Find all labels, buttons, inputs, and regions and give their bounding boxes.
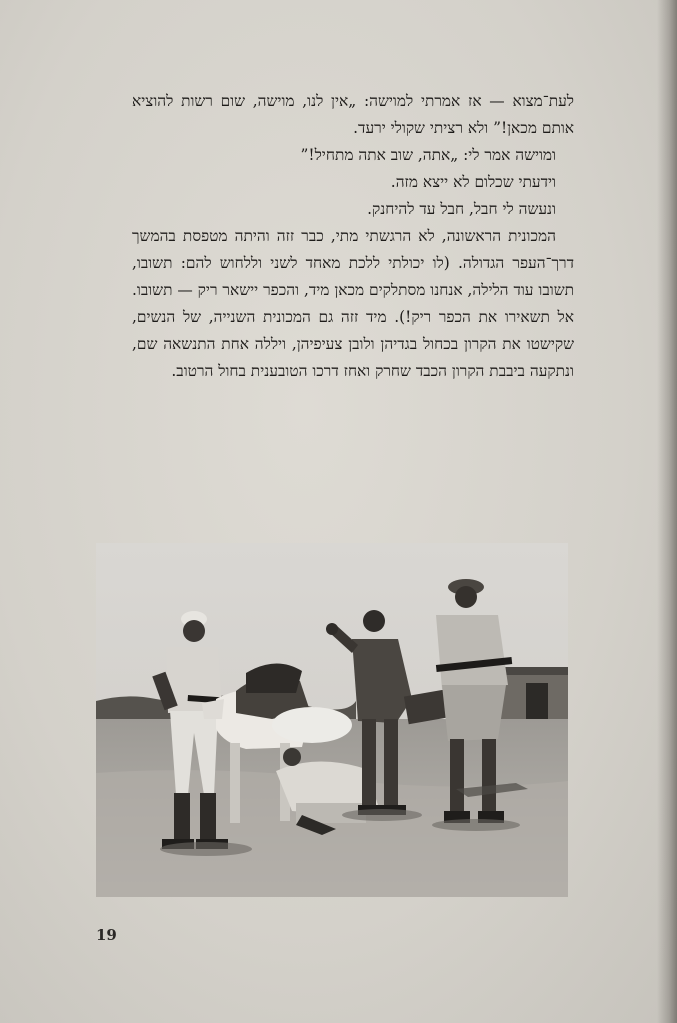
paragraph-3: וידעתי שכלום לא ייצא מזה. (390, 173, 556, 191)
paragraph-4: ונעשה לי חבל, חבל עד להיחנק. (367, 200, 556, 218)
paragraph-5: המכונית הראשונה, לא הרגשתי מתי, כבר זזה והיתה מטפסת בהמשך דרך־העפר הגדולה. (לו יכולתי ללכת מאחד לשני וללחוש להם: תשובו, תשובו עוד הלילה, אנחנו מסתלקים מכאן מיד, והכפר יישאר ריק — תשובו. אל תשאירו את הכפר ריק!). מיד זזה גם המכונית השנייה, של הנשים, שקישטו את הקרון בכחול בגדיהן ולובן צעיפיהן, ויללה אחת התנשאה שם, ונתקעה ביבבת הקרון הכבד שחרק ואחז דרכו הטובענית בחול הרטוב. (132, 227, 574, 380)
photo-illustration (96, 543, 568, 897)
page-spine-shadow (657, 0, 677, 1023)
body-text (132, 88, 574, 385)
paragraph-1: לעת־מצוא — אז אמרתי למוישה: „אין לנו, מוישה, שום רשות להוציא אותם מכאן!” ולא רציתי שקולי ירעד. (132, 92, 574, 137)
paragraph-2: ומוישה אמר לי: „אתה, שוב אתה מתחיל!” (300, 146, 556, 164)
page-number: 19 (96, 926, 117, 944)
black-and-white-photo (96, 543, 568, 897)
